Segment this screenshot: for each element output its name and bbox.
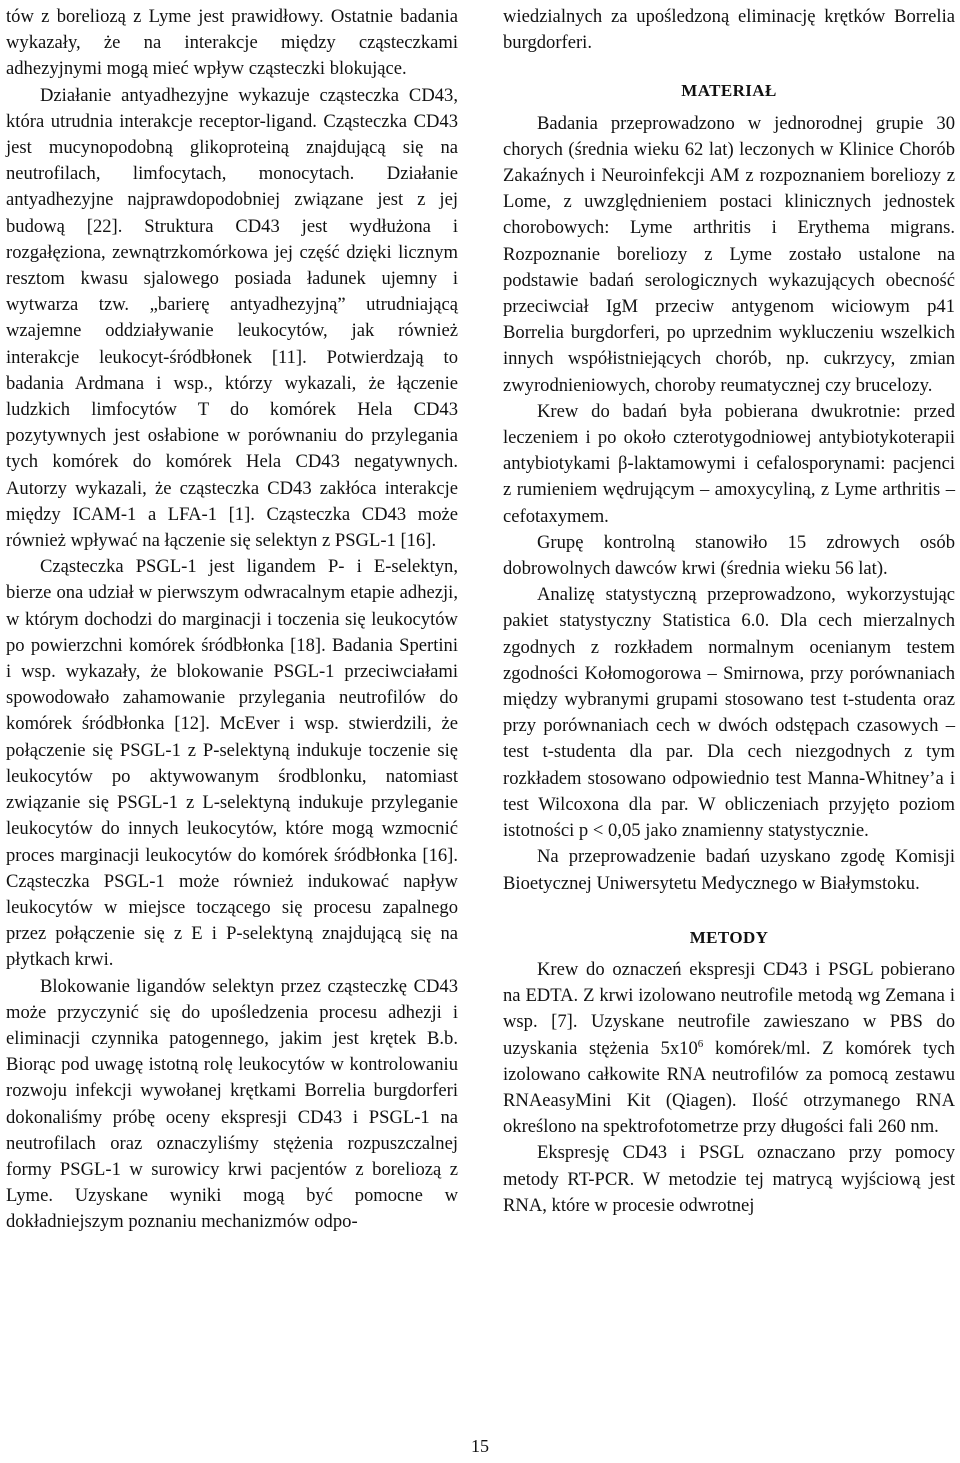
section-heading-material: MATERIAŁ [681, 81, 777, 101]
paragraph: Krew do badań była pobierana dwukrotnie: przed leczeniem i po około czterotygodniowej antybiotykoterapii antybiotykami β-laktamowymi i cefalosporynami: pacjenci z rumieniem wędrującym – amoxycyliną, z Lyme arthritis – cefotaxymem. [503, 400, 955, 527]
text-run: komórek/ml. Z komórek tych izolowano całkowite RNA neutrofilów za pomocą zestawu RNAeasyMini Kit (Qiagen). Ilość otrzymanego RNA określono na spektrofotometrze przy długości fali 260 nm. [503, 1037, 955, 1138]
paragraph: Ekspresję CD43 i PSGL oznaczano przy pomocy metody RT-PCR. W metodzie tej matrycą wyjściową jest RNA, które w procesie odwrotnej [503, 1142, 955, 1216]
paragraph: wiedzialnych za upośledzoną eliminację krętków Borrelia burgdorferi. [503, 6, 955, 54]
paragraph: Badania przeprowadzono w jednorodnej grupie 30 chorych (średnia wieku 62 lat) leczonych w Klinice Chorób Zakaźnych i Neuroinfekcji AM z rozpoznaniem boreliozy z Lome, z uwzględnieniem postaci klinicznych jednostek chorobowych: Lyme arthritis i Erythema migrans. Rozpoznanie boreliozy z Lyme zostało ustalone na podstawie badań serologicznych wykazujących obecność przeciwciał IgM przeciw antygenom wiciowym p41 Borrelia burgdorferi, po uprzednim wykluczeniu wszelkich innych współistniejących chorób, np. cukrzycy, zmian zwyrodnieniowych, choroby reumatycznej czy brucelozy. [503, 112, 955, 396]
paragraph: tów z boreliozą z Lyme jest prawidłowy. Ostatnie badania wykazały, że na interakcje między cząsteczkami adhezyjnymi mogą mieć wpływ cząsteczki blokujące. [6, 6, 458, 80]
right-column [503, 4, 955, 1219]
page-number: 15 [471, 1436, 489, 1456]
paragraph [503, 957, 955, 1140]
left-column [6, 4, 458, 1236]
section-heading-methods: METODY [689, 927, 769, 947]
paragraph: Blokowanie ligandów selektyn przez cząsteczkę CD43 może przyczynić się do upośledzenia procesu adhezji i eliminacji czynnika patogennego, jakim jest krętek B.b. Biorąc pod uwagę istotną rolę leukocytów w kontrolowaniu rozwoju infekcji wywołanej krętkami Borrelia burgdorferi dokonaliśmy próbę oceny ekspresji CD43 i PSGL-1 na neutrofilach oraz oznaczyliśmy stężenia rozpuszczalnej formy PSGL-1 w surowicy krwi pacjentów z boreliozą z Lyme. Uzyskane wyniki mogą być pomocne w dokładniejszym poznaniu mechanizmów odpo- [6, 975, 458, 1233]
paragraph: Grupę kontrolną stanowiło 15 zdrowych osób dobrowolnych dawców krwi (średnia wieku 56 lat). [503, 531, 955, 580]
text-run: Krew do oznaczeń ekspresji CD43 i PSGL pobierano na EDTA. Z krwi izolowano neutrofile metodą wg Zemana i wsp. [7]. Uzyskane neutrofile zawieszano w PBS do uzyskania stężenia 5x10 [503, 958, 955, 1059]
paragraph: Działanie antyadhezyjne wykazuje cząsteczka CD43, która utrudnia interakcje receptor-ligand. Cząsteczka CD43 jest mucynopodobną glikoproteiną znajdującą się na neutrofilach, limfocytach, monocytach. Działanie antyadhezyjne najprawdopodobniej związane jest z jej budową [22]. Struktura CD43 jest wydłużona i rozgałęziona, zewnątrzkomórkowa jej część dzięki licznym resztom kwasu sjalowego posiada ładunek ujemny i wytwarza tzw. „barierę antyadhezyjną” utrudniającą wzajemne oddziaływanie leukocytów, jak również interakcje leukocyt-śródbłonek [11]. Potwierdzają to badania Ardmana i wsp., którzy wykazali, że łączenie ludzkich limfocytów T do komórek Hela CD43 pozytywnych jest osłabione w porównaniu do przylegania tych komórek do komórek Hela CD43 negatywnych. Autorzy wykazali, że cząsteczka CD43 zakłóca interakcje między ICAM-1 a LFA-1 [1]. Cząsteczka CD43 może również wpływać na łączenie się selektyn z PSGL-1 [16]. [6, 84, 458, 552]
paragraph: Na przeprowadzenie badań uzyskano zgodę Komisji Bioetycznej Uniwersytetu Medycznego w Białymstoku. [503, 846, 955, 894]
paragraph: Cząsteczka PSGL-1 jest ligandem P- i E-selektyn, bierze ona udział w pierwszym odwracalnym etapie adhezji, w którym dochodzi do marginacji i toczenia się leukocytów po powierzchni komórek śródbłonka [18]. Badania Spertini i wsp. wykazały, że blokowanie PSGL-1 przeciwciałami spowodowało zahamowanie przylegania neutrofilów do komórek śródbłonka [12]. McEver i wsp. stwierdzili, że połączenie się PSGL-1 z P-selektyną indukuje toczenie się leukocytów po aktywowanym środblonku, natomiast związanie się PSGL-1 z L-selektyną indukuje przyleganie leukocytów do innych leukocytów, które mogą wzmocnić proces marginacji leukocytów do komórek śródbłonka [16]. Cząsteczka PSGL-1 może również indukować napływ leukocytów w miejsce toczącego się procesu zapalnego przez połączenie się z E i P-selektyną znajdującą się na płytkach krwi. [6, 556, 458, 971]
superscript: 6 [697, 1037, 704, 1050]
paragraph: Analizę statystyczną przeprowadzono, wykorzystując pakiet statystyczny Statistica 6.0. Dla cech mierzalnych zgodnych z rozkładem normalnym ocenianym testem zgodności Kołomogorowa – Smirnowa, przy porównaniach między wybranymi grupami stosowano test t-studenta oraz przy porównaniach cech w dwóch odstępach czasowych – test t-studenta dla par. Dla cech niezgodnych z tym rozkładem stosowano odpowiednio test Manna-Whitney’a i test Wilcoxona dla par. W obliczeniach przyjęto poziom istotności p < 0,05 jako znamienny statystycznie. [503, 584, 955, 842]
